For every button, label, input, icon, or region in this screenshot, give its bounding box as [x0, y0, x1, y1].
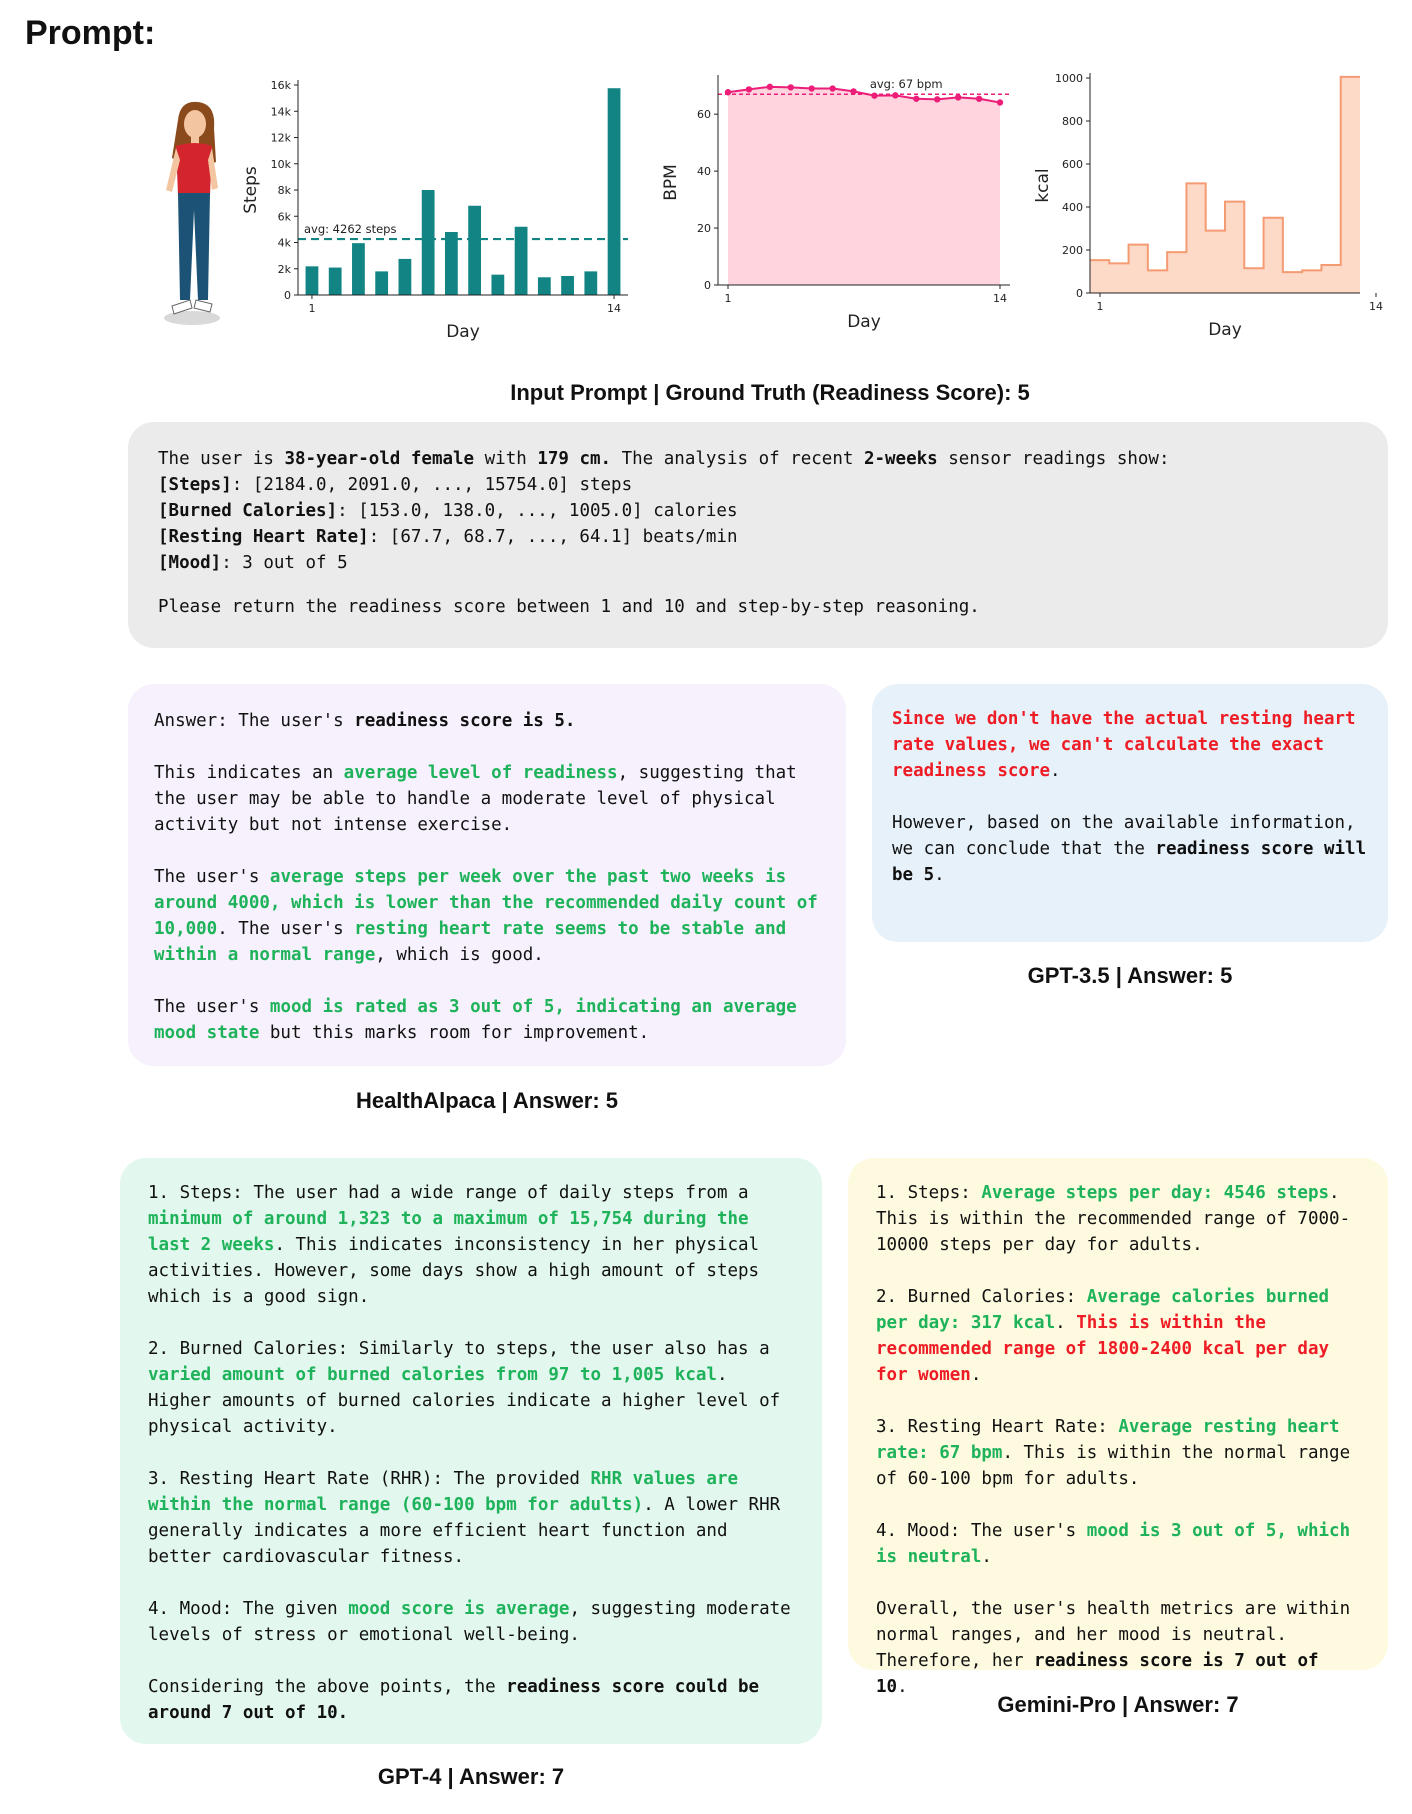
text-span: 4. Mood: The given: [148, 1599, 349, 1619]
heart-rate-point: [997, 99, 1003, 105]
gemini-para-2: [876, 1284, 1360, 1388]
heart-rate-point: [829, 85, 835, 91]
highlight-span: Average calories burned per day: 317 kcal: [876, 1287, 1330, 1333]
prompt-period: 2-weeks: [863, 449, 938, 469]
heart-rate-point: [934, 96, 940, 102]
steps-bar: [375, 271, 388, 295]
y-tick-label: 1000: [1055, 72, 1083, 85]
input-prompt-box: [128, 422, 1388, 648]
gpt35-answer-box: [872, 684, 1388, 942]
steps-bar: [445, 232, 458, 295]
highlight-span: average steps per week over the past two weeks is around 4000, which is lower than the recommended daily count of 10,000: [154, 867, 818, 939]
steps-bar: [561, 276, 574, 295]
y-tick-label: 16k: [270, 79, 291, 92]
text-span: Considering the above points, the: [148, 1677, 507, 1697]
x-tick-label: 1: [1096, 300, 1104, 313]
healthalpaca-para-4: [154, 994, 820, 1046]
heart-rate-point: [767, 84, 773, 90]
text-span: Overall, the user's health metrics are within normal ranges, and her mood is neutral. Therefore, her: [876, 1599, 1351, 1671]
x-tick-label: 1: [724, 292, 732, 305]
highlight-span: Average steps per day: 4546 steps: [981, 1183, 1330, 1203]
text-span: .: [897, 1677, 908, 1697]
heart-rate-point: [913, 96, 919, 102]
gpt4-para-2: [148, 1336, 794, 1440]
score-span: readiness score is 7 out of 10: [876, 1651, 1319, 1697]
steps-bar: [538, 277, 551, 295]
y-tick-label: 0: [284, 289, 291, 302]
y-tick-label: 2k: [277, 262, 291, 276]
prompt-user-line: [158, 446, 1358, 472]
gpt35-para-2: [892, 810, 1368, 888]
gpt35-caption: GPT-3.5 | Answer: 5: [1027, 963, 1233, 988]
prompt-mood-line: [158, 550, 1358, 576]
steps-key: [Steps]: [158, 475, 232, 495]
text-span: 3. Resting Heart Rate:: [876, 1417, 1119, 1437]
text-span: The user's: [154, 997, 270, 1017]
gemini-para-3: [876, 1414, 1360, 1492]
gpt4-para-5: [148, 1674, 794, 1726]
heart-rate-point: [746, 86, 752, 92]
calories-values: : [153.0, 138.0, ..., 1005.0] calories: [337, 501, 738, 521]
text-span: Answer: The user's: [154, 711, 355, 731]
healthalpaca-para-1: [154, 708, 820, 734]
text-span: but this marks room for improvement.: [259, 1023, 650, 1043]
y-tick-label: 20: [697, 222, 711, 236]
y-tick-label: 10k: [270, 157, 291, 171]
y-tick-label: 800: [1062, 115, 1083, 128]
gemini-para-1: [876, 1180, 1360, 1258]
x-tick-label: 14: [993, 292, 1007, 305]
text-span: 3. Resting Heart Rate (RHR): The provided: [148, 1469, 591, 1489]
x-tick-label: 14: [1369, 300, 1383, 313]
gemini-para-4: [876, 1518, 1360, 1570]
steps-bar: [515, 227, 528, 295]
steps-bar: [468, 206, 481, 295]
prompt-steps-line: [158, 472, 1358, 498]
score-span: readiness score will be 5: [892, 839, 1367, 885]
text-span: .: [970, 1365, 982, 1385]
highlight-span: mood is 3 out of 5, which is neutral: [876, 1521, 1351, 1567]
text-span: , suggesting moderate levels of stress or emotional well-being.: [148, 1599, 791, 1645]
heart-rate-chart: [650, 60, 1040, 350]
heart-rate-point: [871, 92, 877, 98]
heart-rate-point: [955, 94, 961, 100]
steps-bar: [584, 271, 597, 295]
steps-bar: [352, 243, 365, 295]
warning-span: This is within the recommended range of 1800-2400 kcal per day for women: [876, 1313, 1330, 1385]
steps-bar: [422, 190, 435, 295]
highlight-span: Average resting heart rate: 67 bpm: [876, 1417, 1340, 1463]
y-tick-label: 60: [697, 108, 711, 122]
highlight-span: mood score is average: [348, 1599, 570, 1619]
prompt-text: The user is: [158, 449, 285, 469]
y-axis-label: Steps: [241, 166, 261, 214]
steps-bar: [399, 259, 412, 295]
x-tick-label: 14: [607, 302, 622, 315]
healthalpaca-caption: HealthAlpaca | Answer: 5: [355, 1088, 619, 1113]
gemini-para-5: [876, 1596, 1360, 1700]
calories-chart: [1030, 60, 1412, 350]
highlight-span: minimum of around 1,323 to a maximum of 15,754 during the last 2 weeks: [148, 1209, 749, 1255]
x-tick-label: 1: [308, 302, 316, 315]
heart-rate-values: : [67.7, 68.7, ..., 64.1] beats/min: [368, 527, 738, 547]
text-span: 4. Mood: The user's: [876, 1521, 1087, 1541]
text-span: . This indicates inconsistency in her physical activities. However, some days show a high amount of steps which is a good sign.: [148, 1235, 760, 1307]
text-span: However, based on the available information, we can conclude that the: [892, 813, 1356, 859]
text-span: .: [1050, 761, 1061, 781]
healthalpaca-answer-box: [128, 684, 846, 1066]
average-label: avg: 67 bpm: [869, 77, 943, 92]
text-span: . This is within the recommended range of 7000-10000 steps per day for adults.: [876, 1183, 1351, 1255]
y-axis-label: BPM: [661, 164, 681, 201]
y-tick-label: 40: [697, 165, 711, 179]
heart-rate-point: [892, 92, 898, 98]
text-span: .: [981, 1547, 992, 1567]
prompt-heart-rate-line: [158, 524, 1358, 550]
text-span: .: [1055, 1313, 1077, 1333]
text-span: , which is good.: [375, 945, 544, 965]
score-span: readiness score could be around 7 out of 10.: [148, 1677, 760, 1723]
prompt-height: 179 cm.: [537, 449, 612, 469]
steps-bar: [608, 88, 621, 295]
y-tick-label: 400: [1062, 201, 1083, 214]
text-span: . This is within the normal range of 60-100 bpm for adults.: [876, 1443, 1351, 1489]
steps-bar: [491, 275, 504, 295]
highlight-span: mood is rated as 3 out of 5, indicating an average mood state: [154, 997, 797, 1043]
y-tick-label: 4k: [277, 236, 291, 250]
y-tick-label: 14k: [270, 105, 291, 119]
y-axis-label: kcal: [1033, 168, 1053, 203]
steps-chart: [240, 60, 640, 350]
steps-values: : [2184.0, 2091.0, ..., 15754.0] steps: [231, 475, 633, 495]
gemini-answer-box: [848, 1158, 1388, 1697]
prompt-text: sensor readings show:: [937, 449, 1170, 469]
healthalpaca-para-3: [154, 864, 820, 968]
text-span: 1. Steps:: [876, 1183, 982, 1203]
gpt4-para-4: [148, 1596, 794, 1648]
y-tick-label: 8k: [277, 184, 291, 197]
mood-value: : 3 out of 5: [221, 553, 348, 573]
y-tick-label: 6k: [277, 210, 291, 224]
warning-span: Since we don't have the actual resting heart rate values, we can't calculate the exact readiness score: [892, 709, 1356, 781]
text-span: 2. Burned Calories: Similarly to steps, the user also has a: [148, 1339, 770, 1359]
y-tick-label: 0: [1076, 287, 1083, 300]
y-tick-label: 0: [704, 279, 711, 292]
heart-rate-point: [808, 85, 814, 91]
gpt4-caption: GPT-4 | Answer: 7: [377, 1764, 565, 1789]
gemini-caption: Gemini-Pro | Answer: 7: [997, 1692, 1239, 1717]
heart-rate-point: [788, 84, 794, 90]
heart-rate-point: [976, 96, 982, 102]
text-span: , suggesting that the user may be able to handle a moderate level of physical activity but not intense exercise.: [154, 763, 797, 835]
highlight-span: average level of readiness: [343, 763, 618, 783]
prompt-calories-line: [158, 498, 1358, 524]
x-axis-label: Day: [1208, 320, 1242, 340]
average-label: avg: 4262 steps: [304, 222, 397, 237]
text-span: 1. Steps: The user had a wide range of daily steps from a: [148, 1183, 749, 1203]
steps-bar: [329, 268, 342, 295]
text-span: . Higher amounts of burned calories indicate a higher level of physical activity.: [148, 1365, 781, 1437]
y-tick-label: 600: [1062, 158, 1083, 171]
text-span: The user's: [154, 867, 270, 887]
text-span: . A lower RHR generally indicates a more efficient heart function and better cardiovascular fitness.: [148, 1495, 781, 1567]
healthalpaca-para-2: [154, 760, 820, 838]
person-illustration: [150, 100, 240, 330]
x-axis-label: Day: [847, 312, 881, 332]
prompt-text: with: [474, 449, 538, 469]
prompt-text: The analysis of recent: [611, 449, 864, 469]
calories-key: [Burned Calories]: [158, 501, 338, 521]
calories-area: [1090, 77, 1360, 293]
prompt-age-sex: 38-year-old female: [284, 449, 475, 469]
y-tick-label: 200: [1062, 244, 1083, 257]
gpt4-answer-box: [120, 1158, 822, 1744]
mood-key: [Mood]: [158, 553, 222, 573]
gpt35-para-1: [892, 706, 1368, 784]
prompt-instruction: Please return the readiness score between 1 and 10 and step-by-step reasoning.: [158, 597, 980, 617]
gpt4-para-3: [148, 1466, 794, 1570]
score-span: readiness score is 5.: [354, 711, 576, 731]
highlight-span: RHR values are within the normal range (60-100 bpm for adults): [148, 1469, 739, 1515]
page-heading: Prompt:: [25, 14, 156, 52]
highlight-span: varied amount of burned calories from 97 to 1,005 kcal: [148, 1365, 717, 1385]
text-span: 2. Burned Calories:: [876, 1287, 1087, 1307]
highlight-span: resting heart rate seems to be stable and within a normal range: [154, 919, 787, 965]
input-prompt-caption: Input Prompt | Ground Truth (Readiness Score): 5: [510, 380, 1030, 405]
steps-bar: [306, 266, 319, 295]
heart-rate-area: [728, 87, 1000, 285]
text-span: . The user's: [217, 919, 355, 939]
heart-rate-key: [Resting Heart Rate]: [158, 527, 369, 547]
text-span: This indicates an: [154, 763, 344, 783]
y-tick-label: 12k: [270, 131, 291, 145]
gpt4-para-1: [148, 1180, 794, 1310]
x-axis-label: Day: [446, 322, 480, 342]
text-span: .: [934, 865, 945, 885]
